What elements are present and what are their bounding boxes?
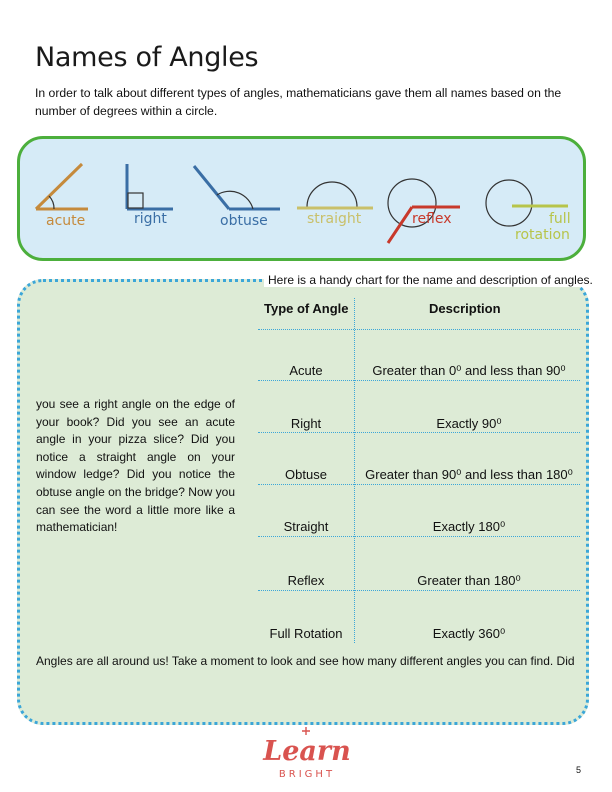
row-straight-desc: Exactly 180⁰ xyxy=(432,519,506,534)
row-straight-type: Straight xyxy=(283,519,329,534)
bottom-paragraph: Angles are all around us! Take a moment to look and see how many different angles you can find. Did xyxy=(36,654,575,668)
table-divider xyxy=(258,590,580,591)
page-title: Names of Angles xyxy=(35,42,259,73)
table-divider xyxy=(258,380,580,381)
row-reflex-type: Reflex xyxy=(287,573,325,588)
row-obtuse-desc: Greater than 90⁰ and less than 180⁰ xyxy=(365,467,573,482)
row-right-desc: Exactly 90⁰ xyxy=(436,416,502,431)
row-right-type: Right xyxy=(290,416,322,431)
header-type: Type of Angle xyxy=(264,301,349,316)
logo-text-learn: Learn xyxy=(263,736,351,767)
table-divider xyxy=(258,432,580,433)
table-divider xyxy=(258,329,580,330)
row-acute-type: Acute xyxy=(289,363,323,378)
label-rotation: rotation xyxy=(515,227,570,243)
obtuse-angle-icon xyxy=(194,166,280,209)
row-obtuse-type: Obtuse xyxy=(285,467,327,482)
row-acute-desc: Greater than 0⁰ and less than 90⁰ xyxy=(372,363,566,378)
label-right: right xyxy=(134,211,167,227)
label-reflex: reflex xyxy=(412,211,452,227)
table-divider xyxy=(258,536,580,537)
label-obtuse: obtuse xyxy=(220,213,268,229)
label-acute: acute xyxy=(46,213,86,229)
side-paragraph: you see a right angle on the edge of your book? Did you see an acute angle in your pizza slice? Did you notice a straight angle on your window ledge? Did you notice the obtuse angle on the bridge? Now you can see the word a little more like a mathematician! xyxy=(36,397,235,535)
page-number: 5 xyxy=(576,765,582,775)
label-straight: straight xyxy=(307,211,362,227)
intro-paragraph: In order to talk about different types of angles, mathematicians gave them all names based on the number of degrees within a circle. xyxy=(35,86,562,118)
angle-illustrations-box xyxy=(17,136,586,261)
logo-icon xyxy=(252,727,362,785)
angle-drawings xyxy=(20,139,583,258)
acute-angle-icon xyxy=(36,164,88,209)
row-full-desc: Exactly 360⁰ xyxy=(432,626,506,641)
logo-text-bright: BRIGHT xyxy=(278,769,336,780)
table-divider xyxy=(258,484,580,485)
header-description: Description xyxy=(429,301,501,316)
right-angle-icon xyxy=(127,164,173,209)
learn-bright-logo xyxy=(252,727,362,785)
row-full-type: Full Rotation xyxy=(269,626,343,641)
chart-caption: Here is a handy chart for the name and description of angles. xyxy=(264,273,588,287)
table-column-divider xyxy=(354,298,355,643)
row-reflex-desc: Greater than 180⁰ xyxy=(417,573,521,588)
label-full: full xyxy=(549,211,571,227)
straight-angle-icon xyxy=(297,182,373,208)
